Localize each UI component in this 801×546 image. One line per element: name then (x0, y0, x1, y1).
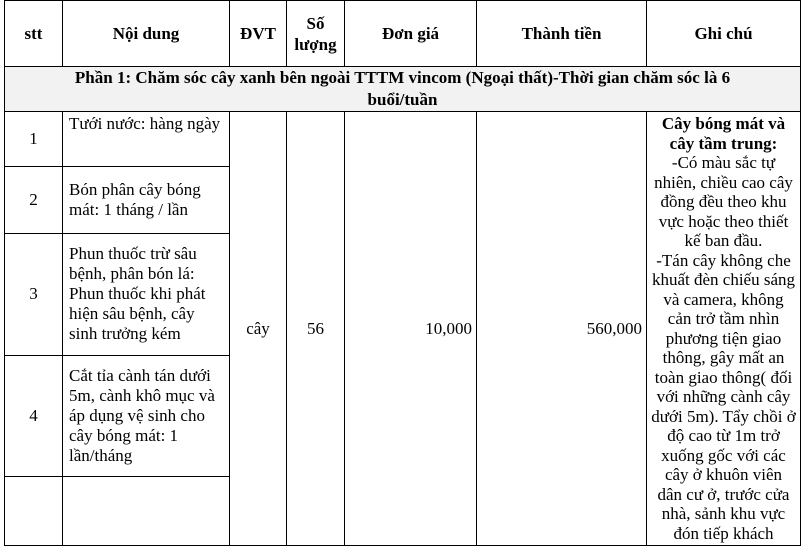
row-stt: 2 (5, 167, 63, 234)
header-note: Ghi chú (647, 1, 801, 67)
header-content: Nội dung (63, 1, 230, 67)
row-content: Phun thuốc trừ sâu bệnh, phân bón lá: Phun thuốc khi phát hiện sâu bệnh, cây sinh trưởng kém (63, 234, 230, 355)
section-title: Phần 1: Chăm sóc cây xanh bên ngoài TTTM vincom (Ngoại thất)-Thời gian chăm sóc là 6 buổi/tuần (5, 67, 801, 112)
note-title: Cây bóng mát và cây tầm trung: (661, 114, 786, 153)
header-stt: stt (5, 1, 63, 67)
unit-cell: cây (230, 112, 287, 546)
row-stt: 3 (5, 234, 63, 355)
row-stt: 1 (5, 112, 63, 167)
header-quantity-label: Số lượng (294, 13, 337, 54)
note-body-text: -Có màu sắc tự nhiên, chiều cao cây đồng đều theo khu vực hoặc theo thiết kế ban đầu. -Tán cây không che khuất đèn chiếu sáng và camera, không cản trở tầm nhìn phương tiện giao thông, gây mất an toàn giao thông( đối với những cành cây dưới 5m). Tẩy chồi ở độ cao từ 1m trở xuống gốc với các cây ở khuôn viên dân cư ở, trước cửa nhà, sảnh khu vực đón tiếp khách (651, 153, 796, 543)
row-content (63, 476, 230, 545)
section-row (5, 67, 801, 112)
row-content: Tưới nước: hàng ngày (63, 112, 230, 167)
unit-price-cell: 10,000 (345, 112, 477, 546)
quantity-cell: 56 (287, 112, 345, 546)
row-stt (5, 476, 63, 545)
row-content: Bón phân cây bóng mát: 1 tháng / lần (63, 167, 230, 234)
header-quantity (287, 1, 345, 67)
row-stt: 4 (5, 355, 63, 476)
header-total: Thành tiền (477, 1, 647, 67)
note-body (651, 153, 796, 543)
price-table (4, 0, 801, 546)
header-unit: ĐVT (230, 1, 287, 67)
total-cell: 560,000 (477, 112, 647, 546)
note-cell (647, 112, 801, 546)
header-unit-price: Đơn giá (345, 1, 477, 67)
row-content: Cắt tỉa cành tán dưới 5m, cành khô mục và áp dụng vệ sinh cho cây bóng mát: 1 lần/tháng (63, 355, 230, 476)
header-row (5, 1, 801, 67)
table-row (5, 112, 801, 167)
